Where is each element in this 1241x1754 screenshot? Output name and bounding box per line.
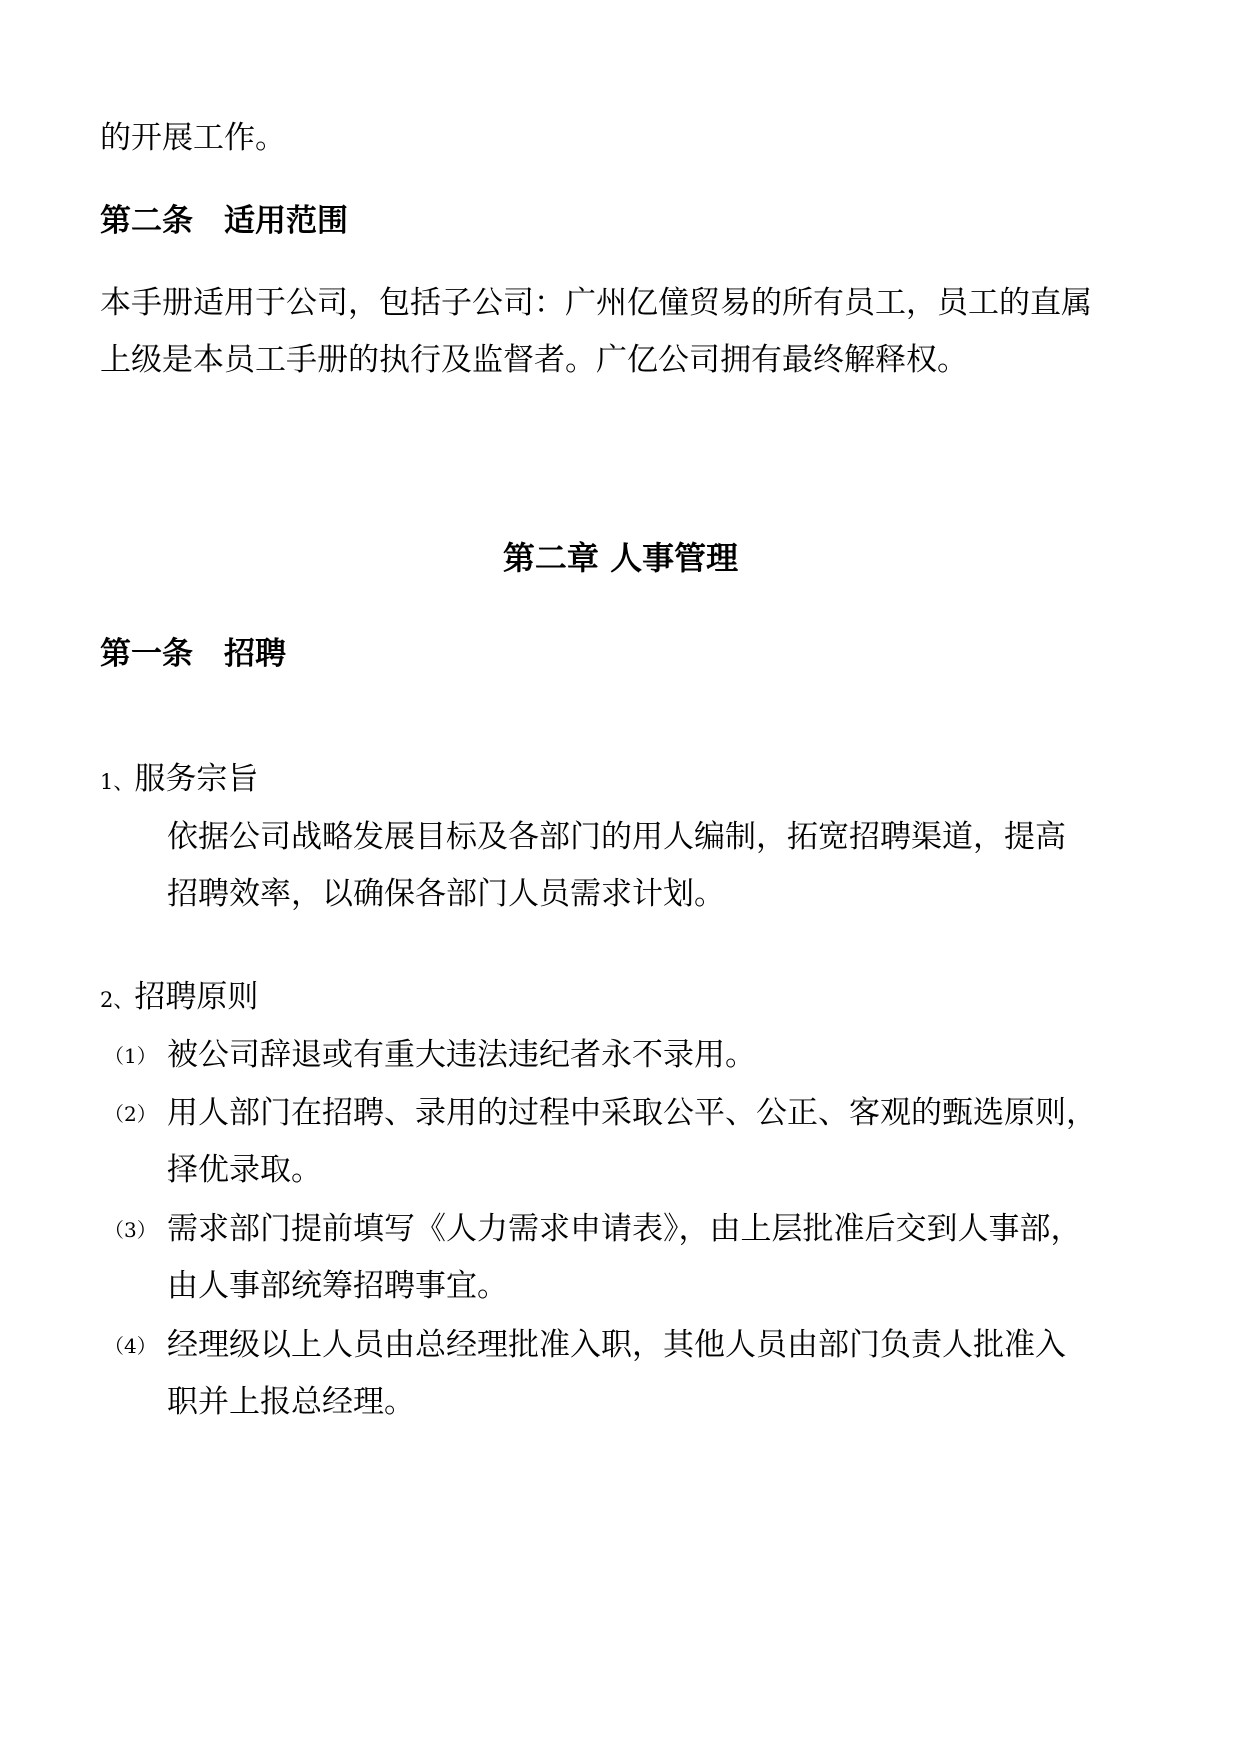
section-heading-scope: 第二条 适用范围 — [100, 203, 348, 239]
list-marker: （2） — [104, 1102, 157, 1126]
chapter-title: 第二章 人事管理 — [502, 539, 739, 577]
list-marker: （3） — [104, 1218, 157, 1242]
purpose-paragraph-line: 招聘效率，以确保各部门人员需求计划。 — [167, 876, 725, 912]
purpose-paragraph-line: 依据公司战略发展目标及各部门的用人编制，拓宽招聘渠道，提高 — [167, 819, 1066, 855]
scope-paragraph-line: 本手册适用于公司，包括子公司：广州亿僮贸易的所有员工，员工的直属 — [100, 285, 1092, 321]
subsection-title: 招聘原则 — [134, 979, 259, 1015]
list-item-line: 被公司辞退或有重大违法违纪者永不录用。 — [167, 1037, 756, 1073]
list-item-line: 职并上报总经理。 — [167, 1384, 415, 1420]
list-item-line: 经理级以上人员由总经理批准入职，其他人员由部门负责人批准入 — [167, 1327, 1066, 1363]
continuation-text: 的开展工作。 — [100, 120, 286, 156]
subsection-purpose-label — [100, 759, 258, 804]
subsection-number: 1、 — [100, 770, 135, 794]
subsection-number: 2、 — [100, 988, 135, 1012]
list-marker: （4） — [104, 1334, 157, 1358]
list-item-line: 用人部门在招聘、录用的过程中采取公平、公正、客观的甄选原则， — [167, 1095, 1097, 1131]
list-item-line: 择优录取。 — [167, 1152, 322, 1188]
subsection-title: 服务宗旨 — [134, 761, 259, 797]
list-item-line: 需求部门提前填写《人力需求申请表》，由上层批准后交到人事部， — [167, 1211, 1082, 1247]
section-heading-recruit: 第一条 招聘 — [100, 636, 286, 672]
scope-paragraph-line: 上级是本员工手册的执行及监督者。广亿公司拥有最终解释权。 — [100, 342, 968, 378]
subsection-principles-label — [100, 977, 258, 1022]
list-item-line: 由人事部统筹招聘事宜。 — [167, 1268, 508, 1304]
list-marker: （1） — [104, 1044, 157, 1068]
